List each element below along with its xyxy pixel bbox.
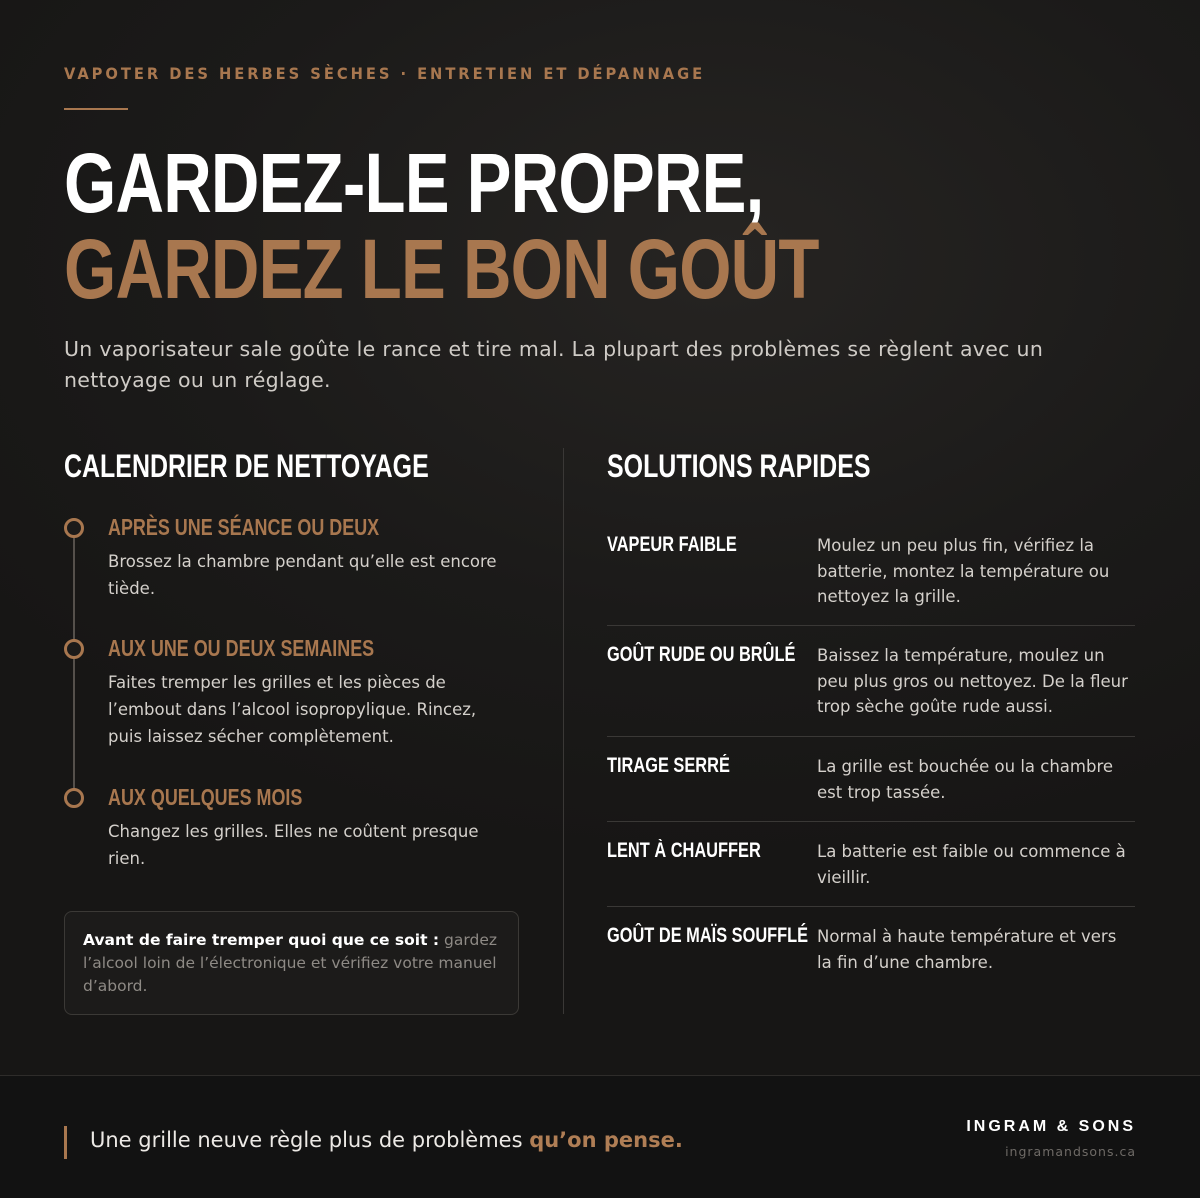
fix-row	[607, 533, 1135, 626]
fix-text: Normal à haute température et vers la fin d’une chambre.	[817, 927, 1117, 972]
fix-label: VAPEUR FAIBLE	[607, 533, 737, 556]
schedule-item-text: Brossez la chambre pendant qu’elle est encore tiède.	[108, 552, 497, 598]
fix-label: GOÛT DE MAÏS SOUFFLÉ	[607, 924, 809, 947]
eyebrow-divider	[64, 108, 128, 110]
fix-label: TIRAGE SERRÉ	[607, 754, 730, 777]
fix-text: Baissez la température, moulez un peu plus gros ou nettoyez. De la fleur trop sèche goûte rude aussi.	[817, 646, 1128, 716]
fix-label: GOÛT RUDE OU BRÛLÉ	[607, 643, 796, 666]
tagline-accent: qu’on pense.	[529, 1128, 683, 1152]
schedule-title: CALENDRIER DE NETTOYAGE	[64, 448, 429, 484]
column-divider	[563, 448, 564, 1014]
brand-url: ingramandsons.ca	[1005, 1144, 1136, 1159]
footer	[0, 1075, 1200, 1198]
schedule-item-heading: AUX UNE OU DEUX SEMAINES	[108, 635, 375, 661]
schedule-item-heading: AUX QUELQUES MOIS	[108, 784, 303, 810]
timeline-dot-icon	[64, 639, 84, 659]
footer-tagline	[90, 1128, 683, 1152]
fix-row	[607, 839, 1135, 907]
note-text: gardez l’alcool loin de l’électronique et vérifiez votre manuel d’abord.	[83, 931, 497, 995]
schedule-item-text: Faites tremper les grilles et les pièces de l’embout dans l’alcool isopropylique. Rincez, puis laissez sécher complètement.	[108, 673, 477, 746]
eyebrow-label: VAPOTER DES HERBES SÈCHES · ENTRETIEN ET DÉPANNAGE	[64, 64, 706, 83]
timeline-dot-icon	[64, 518, 84, 538]
note-bold: Avant de faire tremper quoi que ce soit :	[83, 931, 440, 949]
timeline-dot-icon	[64, 788, 84, 808]
page-title	[64, 136, 819, 316]
fix-text: La grille est bouchée ou la chambre est trop tassée.	[817, 757, 1114, 802]
schedule-item-text: Changez les grilles. Elles ne coûtent presque rien.	[108, 822, 479, 868]
fixes-title: SOLUTIONS RAPIDES	[607, 448, 871, 484]
fix-row	[607, 754, 1135, 822]
title-line-2: GARDEZ LE BON GOÛT	[64, 222, 819, 316]
fix-label: LENT À CHAUFFER	[607, 839, 761, 862]
schedule-item-heading: APRÈS UNE SÉANCE OU DEUX	[108, 514, 380, 540]
fix-text: Moulez un peu plus fin, vérifiez la batterie, montez la température ou nettoyez la grille.	[817, 536, 1110, 606]
tagline-text: Une grille neuve règle plus de problèmes	[90, 1128, 530, 1152]
fix-row	[607, 924, 1135, 984]
title-line-1: GARDEZ-LE PROPRE,	[64, 136, 764, 230]
brand-name: INGRAM & SONS	[966, 1118, 1136, 1135]
fix-text: La batterie est faible ou commence à vieillir.	[817, 842, 1126, 887]
intro-paragraph: Un vaporisateur sale goûte le rance et tire mal. La plupart des problèmes se règlent avec un nettoyage ou un réglage.	[64, 337, 1044, 392]
fix-row	[607, 643, 1135, 737]
footer-accent-bar	[64, 1126, 67, 1159]
timeline-line	[73, 530, 75, 798]
warning-note	[64, 911, 519, 1015]
